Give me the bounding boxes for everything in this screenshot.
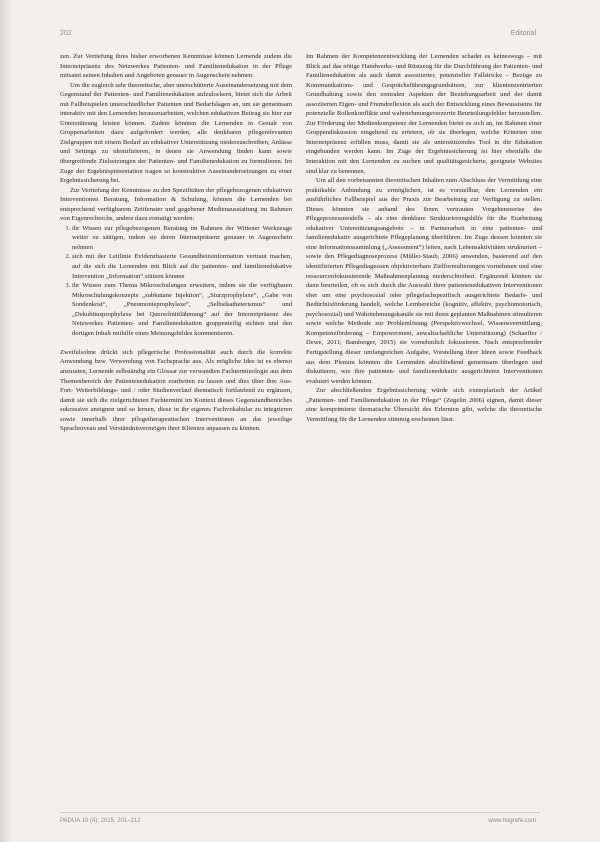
- list-item: 2. sich mit der Leitlinie Evidenzbasierte Gesundheitsinformation vertraut machen, auf die sich die Lernenden mit Blick auf die patienten- und familienedukative Intervention „Information“ stützen können: [72, 252, 292, 281]
- paragraph: Zur Vertiefung der Kenntnisse zu den Spezifitäten der pflegebezogenen edukativen Interventionen Beratung, Information & Schulung, können die Lernenden bei entsprechend verfügbarem Zeitfenster und gegebener Medienausstattung im Rahmen von Eigenrecherche, andere dazu ermutigt werden:: [60, 186, 292, 223]
- left-column: [60, 52, 292, 434]
- binding-shadow: [0, 0, 14, 842]
- footer-citation: PADUA 10 (4), 2015, 201–212: [60, 818, 141, 824]
- footer-publisher: www.hogrefe.com: [488, 818, 536, 824]
- paragraph: Um die zugleich sehr theoretische, aber unerschütterte Auseinandersetzung mit dem Gegenstand der Patienten- und Familienedukation aufzulockern, bietet sich die Arbeit mit Fallbeispielen unterschiedlicher Patienten und Bedarfslagen an, um sie gemeinsam interaktiv mit den Lernenden herauszuarbeiten, welchen edukativen Beitrag sie hier zur Unterstützung leisten können. Zudem könnten die Lernenden in Gestalt von Gruppenarbeiten dazu aufgefordert werden, alle denkbaren pflegerelevanten Zielgruppen mit einem Bedarf an edukativer Unterstützung niederzuschreiben, Anlässe und Settings zu identifizieren, in denen sie Anwendung finden kann sowie übergreifende Zielsetzungen der Patienten- und Familienedukation zu formulieren. Im Zuge der Ergebnispräsentation tragen so konstruktive Auseinandersetzungen zu einer Ergebnissicherung bei.: [60, 81, 292, 185]
- running-header: Editorial: [510, 30, 536, 37]
- page-number: 202: [60, 30, 72, 37]
- recommendation-list: [60, 224, 292, 339]
- paragraph: Um all den vorbenannten theoretischen Inhalten zum Abschluss der Vermittlung eine praktikable Anbindung zu ermöglichen, ist es vorstellbar, den Lernenden ein ausführliches Fallbeispiel aus der Praxis zur Bearbeitung zur Verfügung zu stellen. Dieses könnten sie anhand des ihnen vertrauten Vorgehensweise des Pflegeprozessmodells – als eine denkbare Strukturierungshilfe für die Erarbeitung edukativer Unterstützungsangebote – in Partnerarbeit in eine patienten- und familienedukativ ausgerichtete Pflegeplanung überführen. Im Zuge dessen könnten sie eine Informationssammlung („Assessment“) leiten, nach Lebensaktivitäten strukturiert – sowie den Pflegediagnoseprozess (Müller-Staub, 2006) anwenden, basierend auf den identifizierten Pflegediagnosen objektivierbare Zielformulierungen vornehmen und eine ressourcenfokussierende Maßnahmenplanung niederschreiben. Ergänzend können sie dann beurteilen, ob es sich durch die Auswahl ihrer patientenedukativen Interventionen eher um eine psychosozial oder pflegefachspezifisch ausgerichtete Bedarfs- und Bedürfnisförderung handelt, welche Lernbereiche (kognitiv, affektiv, psychomotorisch, psychosozial) und Wahrnehmungskanäle sie mit ihren geplanten Maßnahmen stimulieren sowie welche Methode zur Problemlösung (Perspektivwechsel, Wissensvermittlung, Kompetenzförderung – Empowerment, anwaltschaftliche Unterstützung) (Schaeffer / Dewe, 2011; Bamberger, 2015) sie vornehmlich fokussieren. Nach entsprechender Fertigstellung dieser umfangreichen Aufgabe, Vorstellung ihrer Ideen sowie Feedback aus dem Plenum könnten die Lernenden abschließend gemeinsam überlegen und diskutieren, wie ihre patienten- und familienedukativ ausgerichteten Interventionen evaluiert werden können.: [306, 177, 542, 385]
- right-column: [306, 52, 542, 424]
- footer-divider: [60, 812, 540, 813]
- paragraph: Zweifelsohne drückt sich pflegerische Professionalität auch durch die korrekte Anwendung bzw. Verwendung von Fachsprache aus. Als mögliche Idee ist es ebenso anzuraten, Lernende selbständig ein Glossar zur verwandten Fachterminologie aus dem Themenbereich der Patientenedukation erarbeiten zu lassen und dies über ihre Aus- Fort- Weiterbildungs- und / oder Studienverlauf thematisch fortlaufend zu ergänzen, damit sie sich die zielgerichteten Fachtermini im Kontext dieses Gegenstandbereiches sukzessive aneignen und so lernen, diese in ihr eigenes Fachvokabular zu integrieren sowie innerhalb ihrer pflegetherapeutischen Interventionen an das jeweilige Sprachniveau und Verständnisvermögen ihrer Klienten anpassen zu können.: [60, 348, 292, 433]
- list-item: 1. ihr Wissen zur pflegebezogenen Beratung im Rahmen der Wittener Werkzeuge weiter zu sättigen, indem sie deren Internetpräsenz genauer in Augenschein nehmen: [72, 224, 292, 253]
- list-item: 3. ihr Wissen zum Thema Mikroschulungen erweitern, indem sie die verfügbaren Mikroschulungskonzepte „subkutane Injektion“, „Sturzprophylaxe“, „Gabe von Sondenkost“, „Pneumonieprophylaxe“, „Selbstkatheterismus“ und „Dekubitusprophylaxe bei Querschnittlähmung“ auf der Internetpräsenz des Netzwerkes Patienten- und Familienedukation gruppenteilig sichten und den dortigen Inhalt mithilfe eines Meinungsbildes kommentieren.: [72, 281, 292, 338]
- paragraph: zen. Zur Vertiefung ihres bisher erworbenen Kenntnisse können Lernende zudem die Internetpräsenz des Netzwerkes Patienten- und Familienedukation in der Pflege mitsamt seinen Inhalten und Angeboten genauer in Augenschein nehmen.: [60, 53, 292, 80]
- paragraph: Zur abschließenden Ergebnissicherung würde sich exemplarisch der Artikel „Patienten- und Familienedukation in der Pflege“ (Zegelin 2006) eignen, damit dieser eine komprimierte thematische Übersicht des Erlernten gibt, welche die theoretische Vermittlung für die Lernenden stimmig erscheinen lässt.: [306, 387, 542, 423]
- paragraph: Im Rahmen der Kompetenzentwicklung der Lernenden schadet es keineswegs – mit Blick auf das nötige Handwerks- und Rüstzeug für die Durchführung der Patienten- und Familienedukation als auch damit assoziierter, potenzieller Fallstricke – Bezüge zu Kommunikations- und Gesprächsführungsgrundsätzen, zur klientenzentrierten Grundhaltung sowie den zentralen Aspekten der Beziehungsarbeit und der damit assoziierten Eigen- und Fremdreflexion als auch der Entwicklung eines Bewusstseins für potenzielle Rollenkonflikte und wahrnehmungsverzerrte Beurteilungsfehler herzustellen. Zur Förderung der Medienkompetenz der Lernenden bietet es sich an, im Rahmen einer Gruppendiskussion eingehend zu erörtern, ob sie überlegen, welche Kriterien eine Internetpräsenz erfüllen muss, damit sie als unterstützendes Tool in die Edukation eingebunden werden kann. Im Zuge der Ergebnissicherung ist hier ebenfalls die Interaktion mit den Lernenden zu suchen und qualitätsgesicherte, geeignete Websites sind klar zu benennen.: [306, 53, 542, 175]
